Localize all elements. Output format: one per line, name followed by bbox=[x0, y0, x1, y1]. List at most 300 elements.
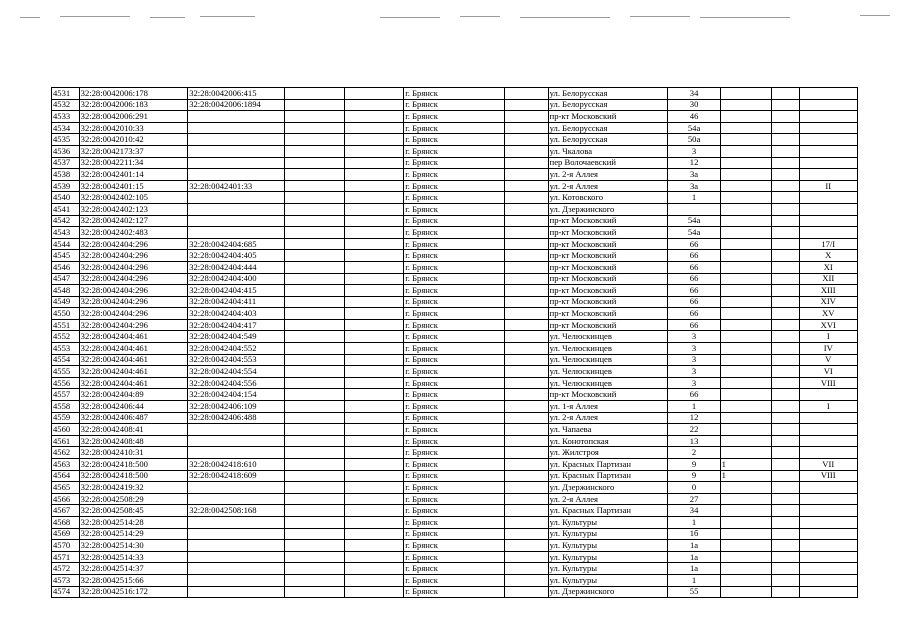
registry-table-body bbox=[52, 88, 858, 598]
building-cell bbox=[720, 540, 771, 552]
row-number-cell: 4547 bbox=[52, 273, 80, 285]
cadastral-number-cell: 32:28:0042173:37 bbox=[79, 145, 188, 157]
table-row bbox=[52, 285, 858, 297]
premises-cadastral-number-cell bbox=[188, 145, 285, 157]
house-number-cell: 1б bbox=[668, 528, 720, 540]
table-row bbox=[52, 447, 858, 459]
empty-cell bbox=[344, 227, 403, 239]
empty-cell bbox=[285, 157, 344, 169]
empty-cell bbox=[771, 563, 799, 575]
empty-cell bbox=[285, 586, 344, 598]
city-cell: г. Брянск bbox=[404, 482, 504, 494]
building-cell bbox=[720, 377, 771, 389]
empty-cell bbox=[771, 227, 799, 239]
empty-cell bbox=[771, 308, 799, 320]
premises-cadastral-number-cell bbox=[188, 574, 285, 586]
cadastral-number-cell: 32:28:0042508:29 bbox=[79, 493, 188, 505]
street-cell: пр-кт Московский bbox=[548, 215, 668, 227]
empty-cell bbox=[344, 88, 403, 100]
empty-cell bbox=[285, 273, 344, 285]
street-cell: ул. Челюскинцев bbox=[548, 377, 668, 389]
premises-number-cell bbox=[799, 435, 857, 447]
scan-header-artifacts bbox=[0, 14, 905, 20]
premises-cadastral-number-cell: 32:28:0042404:403 bbox=[188, 308, 285, 320]
cadastral-number-cell: 32:28:0042419:32 bbox=[79, 482, 188, 494]
row-number-cell: 4531 bbox=[52, 88, 80, 100]
building-cell bbox=[720, 285, 771, 297]
empty-cell bbox=[285, 401, 344, 413]
empty-cell bbox=[344, 563, 403, 575]
city-cell: г. Брянск bbox=[404, 273, 504, 285]
empty-cell bbox=[285, 122, 344, 134]
empty-cell bbox=[344, 528, 403, 540]
empty-cell bbox=[504, 308, 548, 320]
cadastral-number-cell: 32:28:0042401:15 bbox=[79, 180, 188, 192]
table-row bbox=[52, 111, 858, 123]
empty-cell bbox=[771, 401, 799, 413]
premises-cadastral-number-cell: 32:28:0042404:154 bbox=[188, 389, 285, 401]
premises-number-cell bbox=[799, 412, 857, 424]
empty-cell bbox=[771, 354, 799, 366]
table-row bbox=[52, 273, 858, 285]
table-row bbox=[52, 343, 858, 355]
city-cell: г. Брянск bbox=[404, 296, 504, 308]
empty-cell bbox=[344, 366, 403, 378]
table-row bbox=[52, 203, 858, 215]
empty-cell bbox=[344, 203, 403, 215]
cadastral-number-cell: 32:28:0042404:296 bbox=[79, 250, 188, 262]
row-number-cell: 4563 bbox=[52, 459, 80, 471]
row-number-cell: 4556 bbox=[52, 377, 80, 389]
house-number-cell: 55 bbox=[668, 586, 720, 598]
row-number-cell: 4543 bbox=[52, 227, 80, 239]
empty-cell bbox=[771, 459, 799, 471]
street-cell: ул. Культуры bbox=[548, 528, 668, 540]
building-cell bbox=[720, 238, 771, 250]
empty-cell bbox=[344, 493, 403, 505]
city-cell: г. Брянск bbox=[404, 157, 504, 169]
premises-cadastral-number-cell bbox=[188, 157, 285, 169]
premises-cadastral-number-cell: 32:28:0042404:554 bbox=[188, 366, 285, 378]
empty-cell bbox=[344, 192, 403, 204]
house-number-cell: 66 bbox=[668, 319, 720, 331]
premises-cadastral-number-cell: 32:28:0042404:553 bbox=[188, 354, 285, 366]
empty-cell bbox=[771, 505, 799, 517]
street-cell: пр-кт Московский bbox=[548, 389, 668, 401]
premises-number-cell bbox=[799, 203, 857, 215]
city-cell: г. Брянск bbox=[404, 354, 504, 366]
scan-artifact bbox=[380, 17, 440, 18]
empty-cell bbox=[504, 296, 548, 308]
empty-cell bbox=[285, 377, 344, 389]
house-number-cell: 1 bbox=[668, 574, 720, 586]
empty-cell bbox=[504, 180, 548, 192]
row-number-cell: 4566 bbox=[52, 493, 80, 505]
empty-cell bbox=[344, 551, 403, 563]
row-number-cell: 4551 bbox=[52, 319, 80, 331]
table-row bbox=[52, 505, 858, 517]
building-cell bbox=[720, 319, 771, 331]
building-cell bbox=[720, 215, 771, 227]
house-number-cell: 3 bbox=[668, 354, 720, 366]
empty-cell bbox=[344, 505, 403, 517]
empty-cell bbox=[285, 99, 344, 111]
table-row bbox=[52, 493, 858, 505]
premises-cadastral-number-cell bbox=[188, 192, 285, 204]
row-number-cell: 4550 bbox=[52, 308, 80, 320]
empty-cell bbox=[504, 88, 548, 100]
city-cell: г. Брянск bbox=[404, 145, 504, 157]
house-number-cell: 13 bbox=[668, 435, 720, 447]
street-cell: ул. Жилстроя bbox=[548, 447, 668, 459]
house-number-cell bbox=[668, 203, 720, 215]
house-number-cell: 3 bbox=[668, 145, 720, 157]
house-number-cell: 3а bbox=[668, 180, 720, 192]
row-number-cell: 4537 bbox=[52, 157, 80, 169]
house-number-cell: 54а bbox=[668, 122, 720, 134]
table-row bbox=[52, 169, 858, 181]
premises-cadastral-number-cell bbox=[188, 447, 285, 459]
building-cell: 1 bbox=[720, 470, 771, 482]
cadastral-number-cell: 32:28:0042404:296 bbox=[79, 308, 188, 320]
city-cell: г. Брянск bbox=[404, 192, 504, 204]
street-cell: ул. Чкалова bbox=[548, 145, 668, 157]
empty-cell bbox=[771, 203, 799, 215]
building-cell bbox=[720, 366, 771, 378]
empty-cell bbox=[344, 238, 403, 250]
empty-cell bbox=[771, 99, 799, 111]
cadastral-number-cell: 32:28:0042402:483 bbox=[79, 227, 188, 239]
premises-number-cell: VI bbox=[799, 366, 857, 378]
empty-cell bbox=[504, 574, 548, 586]
empty-cell bbox=[504, 412, 548, 424]
city-cell: г. Брянск bbox=[404, 134, 504, 146]
cadastral-number-cell: 32:28:0042418:500 bbox=[79, 459, 188, 471]
row-number-cell: 4561 bbox=[52, 435, 80, 447]
empty-cell bbox=[771, 389, 799, 401]
house-number-cell: 3 bbox=[668, 377, 720, 389]
empty-cell bbox=[771, 551, 799, 563]
empty-cell bbox=[285, 354, 344, 366]
row-number-cell: 4540 bbox=[52, 192, 80, 204]
house-number-cell: 12 bbox=[668, 157, 720, 169]
table-row bbox=[52, 157, 858, 169]
empty-cell bbox=[344, 180, 403, 192]
premises-number-cell: XVI bbox=[799, 319, 857, 331]
building-cell bbox=[720, 134, 771, 146]
city-cell: г. Брянск bbox=[404, 540, 504, 552]
row-number-cell: 4560 bbox=[52, 424, 80, 436]
building-cell bbox=[720, 111, 771, 123]
empty-cell bbox=[771, 319, 799, 331]
cadastral-number-cell: 32:28:0042006:178 bbox=[79, 88, 188, 100]
empty-cell bbox=[285, 412, 344, 424]
house-number-cell: 12 bbox=[668, 412, 720, 424]
city-cell: г. Брянск bbox=[404, 331, 504, 343]
building-cell bbox=[720, 551, 771, 563]
table-row bbox=[52, 459, 858, 471]
empty-cell bbox=[344, 157, 403, 169]
table-row bbox=[52, 215, 858, 227]
empty-cell bbox=[771, 296, 799, 308]
empty-cell bbox=[285, 435, 344, 447]
street-cell: пр-кт Московский bbox=[548, 308, 668, 320]
street-cell: пр-кт Московский bbox=[548, 285, 668, 297]
table-row bbox=[52, 238, 858, 250]
empty-cell bbox=[504, 261, 548, 273]
cadastral-number-cell: 32:28:0042402:105 bbox=[79, 192, 188, 204]
row-number-cell: 4549 bbox=[52, 296, 80, 308]
empty-cell bbox=[344, 586, 403, 598]
building-cell bbox=[720, 331, 771, 343]
scan-artifact bbox=[20, 17, 40, 18]
empty-cell bbox=[285, 203, 344, 215]
building-cell bbox=[720, 412, 771, 424]
empty-cell bbox=[344, 412, 403, 424]
empty-cell bbox=[771, 111, 799, 123]
house-number-cell: 3 bbox=[668, 366, 720, 378]
building-cell bbox=[720, 389, 771, 401]
house-number-cell: 1 bbox=[668, 192, 720, 204]
empty-cell bbox=[771, 238, 799, 250]
building-cell: 1 bbox=[720, 459, 771, 471]
house-number-cell: 1а bbox=[668, 551, 720, 563]
house-number-cell: 1 bbox=[668, 516, 720, 528]
empty-cell bbox=[771, 574, 799, 586]
empty-cell bbox=[504, 319, 548, 331]
premises-cadastral-number-cell bbox=[188, 493, 285, 505]
cadastral-number-cell: 32:28:0042010:33 bbox=[79, 122, 188, 134]
premises-cadastral-number-cell: 32:28:0042404:417 bbox=[188, 319, 285, 331]
empty-cell bbox=[285, 447, 344, 459]
premises-number-cell: V bbox=[799, 354, 857, 366]
cadastral-number-cell: 32:28:0042404:296 bbox=[79, 238, 188, 250]
street-cell: ул. Культуры bbox=[548, 516, 668, 528]
street-cell: ул. Челюскинцев bbox=[548, 331, 668, 343]
cadastral-number-cell: 32:28:0042404:296 bbox=[79, 273, 188, 285]
table-row bbox=[52, 551, 858, 563]
row-number-cell: 4564 bbox=[52, 470, 80, 482]
premises-cadastral-number-cell bbox=[188, 516, 285, 528]
scan-artifact bbox=[150, 17, 185, 18]
city-cell: г. Брянск bbox=[404, 424, 504, 436]
empty-cell bbox=[285, 574, 344, 586]
cadastral-number-cell: 32:28:0042404:296 bbox=[79, 285, 188, 297]
table-row bbox=[52, 528, 858, 540]
empty-cell bbox=[771, 331, 799, 343]
empty-cell bbox=[771, 586, 799, 598]
premises-number-cell: 17/I bbox=[799, 238, 857, 250]
empty-cell bbox=[504, 250, 548, 262]
empty-cell bbox=[771, 180, 799, 192]
city-cell: г. Брянск bbox=[404, 308, 504, 320]
premises-number-cell: II bbox=[799, 180, 857, 192]
empty-cell bbox=[285, 134, 344, 146]
city-cell: г. Брянск bbox=[404, 238, 504, 250]
house-number-cell: 22 bbox=[668, 424, 720, 436]
building-cell bbox=[720, 227, 771, 239]
street-cell: ул. Чапаева bbox=[548, 424, 668, 436]
street-cell: пр-кт Московский bbox=[548, 273, 668, 285]
premises-number-cell bbox=[799, 215, 857, 227]
cadastral-number-cell: 32:28:0042010:42 bbox=[79, 134, 188, 146]
city-cell: г. Брянск bbox=[404, 377, 504, 389]
premises-cadastral-number-cell bbox=[188, 551, 285, 563]
table-row bbox=[52, 227, 858, 239]
house-number-cell: 3 bbox=[668, 331, 720, 343]
empty-cell bbox=[285, 169, 344, 181]
house-number-cell: 0 bbox=[668, 482, 720, 494]
premises-cadastral-number-cell: 32:28:0042404:400 bbox=[188, 273, 285, 285]
building-cell bbox=[720, 528, 771, 540]
table-row bbox=[52, 470, 858, 482]
building-cell bbox=[720, 169, 771, 181]
empty-cell bbox=[285, 308, 344, 320]
row-number-cell: 4532 bbox=[52, 99, 80, 111]
empty-cell bbox=[504, 215, 548, 227]
building-cell bbox=[720, 99, 771, 111]
premises-number-cell: VIII bbox=[799, 377, 857, 389]
premises-number-cell: VIII bbox=[799, 470, 857, 482]
city-cell: г. Брянск bbox=[404, 505, 504, 517]
cadastral-number-cell: 32:28:0042516:172 bbox=[79, 586, 188, 598]
scan-artifact bbox=[60, 16, 130, 17]
empty-cell bbox=[285, 366, 344, 378]
empty-cell bbox=[504, 459, 548, 471]
premises-cadastral-number-cell: 32:28:0042404:444 bbox=[188, 261, 285, 273]
cadastral-number-cell: 32:28:0042404:461 bbox=[79, 343, 188, 355]
building-cell bbox=[720, 574, 771, 586]
empty-cell bbox=[504, 586, 548, 598]
empty-cell bbox=[771, 435, 799, 447]
cadastral-number-cell: 32:28:0042408:48 bbox=[79, 435, 188, 447]
empty-cell bbox=[285, 551, 344, 563]
empty-cell bbox=[285, 331, 344, 343]
empty-cell bbox=[285, 285, 344, 297]
empty-cell bbox=[344, 574, 403, 586]
house-number-cell: 1 bbox=[668, 401, 720, 413]
street-cell: ул. Культуры bbox=[548, 551, 668, 563]
premises-cadastral-number-cell: 32:28:0042418:609 bbox=[188, 470, 285, 482]
street-cell: ул. Красных Партизан bbox=[548, 470, 668, 482]
house-number-cell: 46 bbox=[668, 111, 720, 123]
city-cell: г. Брянск bbox=[404, 435, 504, 447]
premises-number-cell bbox=[799, 169, 857, 181]
table-row bbox=[52, 308, 858, 320]
cadastral-number-cell: 32:28:0042514:28 bbox=[79, 516, 188, 528]
building-cell bbox=[720, 343, 771, 355]
empty-cell bbox=[344, 343, 403, 355]
house-number-cell: 9 bbox=[668, 459, 720, 471]
city-cell: г. Брянск bbox=[404, 389, 504, 401]
cadastral-number-cell: 32:28:0042006:291 bbox=[79, 111, 188, 123]
empty-cell bbox=[285, 540, 344, 552]
cadastral-number-cell: 32:28:0042406:487 bbox=[79, 412, 188, 424]
house-number-cell: 30 bbox=[668, 99, 720, 111]
table-row bbox=[52, 180, 858, 192]
empty-cell bbox=[504, 122, 548, 134]
table-row bbox=[52, 331, 858, 343]
street-cell: ул. Челюскинцев bbox=[548, 343, 668, 355]
house-number-cell: 54а bbox=[668, 215, 720, 227]
empty-cell bbox=[504, 169, 548, 181]
empty-cell bbox=[504, 389, 548, 401]
empty-cell bbox=[344, 250, 403, 262]
house-number-cell: 34 bbox=[668, 505, 720, 517]
city-cell: г. Брянск bbox=[404, 88, 504, 100]
empty-cell bbox=[504, 203, 548, 215]
cadastral-number-cell: 32:28:0042404:296 bbox=[79, 319, 188, 331]
empty-cell bbox=[504, 99, 548, 111]
building-cell bbox=[720, 296, 771, 308]
city-cell: г. Брянск bbox=[404, 401, 504, 413]
empty-cell bbox=[344, 169, 403, 181]
premises-number-cell bbox=[799, 540, 857, 552]
street-cell: пр-кт Московский bbox=[548, 296, 668, 308]
street-cell: ул. 2-я Аллея bbox=[548, 180, 668, 192]
empty-cell bbox=[771, 366, 799, 378]
registry-table bbox=[51, 87, 858, 598]
cadastral-number-cell: 32:28:0042514:37 bbox=[79, 563, 188, 575]
house-number-cell: 66 bbox=[668, 389, 720, 401]
empty-cell bbox=[285, 516, 344, 528]
city-cell: г. Брянск bbox=[404, 470, 504, 482]
city-cell: г. Брянск bbox=[404, 227, 504, 239]
table-row bbox=[52, 319, 858, 331]
empty-cell bbox=[771, 412, 799, 424]
cadastral-number-cell: 32:28:0042410:31 bbox=[79, 447, 188, 459]
cadastral-number-cell: 32:28:0042408:41 bbox=[79, 424, 188, 436]
premises-number-cell: IV bbox=[799, 343, 857, 355]
premises-cadastral-number-cell bbox=[188, 563, 285, 575]
empty-cell bbox=[285, 192, 344, 204]
empty-cell bbox=[504, 424, 548, 436]
empty-cell bbox=[771, 343, 799, 355]
table-row bbox=[52, 540, 858, 552]
premises-number-cell bbox=[799, 574, 857, 586]
table-row bbox=[52, 482, 858, 494]
empty-cell bbox=[504, 447, 548, 459]
premises-cadastral-number-cell: 32:28:0042404:411 bbox=[188, 296, 285, 308]
building-cell bbox=[720, 505, 771, 517]
table-row bbox=[52, 563, 858, 575]
cadastral-number-cell: 32:28:0042404:89 bbox=[79, 389, 188, 401]
house-number-cell: 9 bbox=[668, 470, 720, 482]
table-row bbox=[52, 354, 858, 366]
empty-cell bbox=[344, 285, 403, 297]
table-row bbox=[52, 586, 858, 598]
building-cell bbox=[720, 157, 771, 169]
row-number-cell: 4571 bbox=[52, 551, 80, 563]
city-cell: г. Брянск bbox=[404, 516, 504, 528]
premises-number-cell bbox=[799, 563, 857, 575]
premises-number-cell: XIV bbox=[799, 296, 857, 308]
street-cell: ул. Дзержинского bbox=[548, 586, 668, 598]
cadastral-number-cell: 32:28:0042404:461 bbox=[79, 377, 188, 389]
cadastral-number-cell: 32:28:0042514:29 bbox=[79, 528, 188, 540]
street-cell: пер Волочаевский bbox=[548, 157, 668, 169]
table-row bbox=[52, 88, 858, 100]
street-cell: ул. Дзержинского bbox=[548, 203, 668, 215]
premises-number-cell bbox=[799, 227, 857, 239]
city-cell: г. Брянск bbox=[404, 528, 504, 540]
empty-cell bbox=[285, 389, 344, 401]
empty-cell bbox=[344, 273, 403, 285]
street-cell: ул. 2-я Аллея bbox=[548, 412, 668, 424]
empty-cell bbox=[504, 435, 548, 447]
building-cell bbox=[720, 482, 771, 494]
row-number-cell: 4558 bbox=[52, 401, 80, 413]
